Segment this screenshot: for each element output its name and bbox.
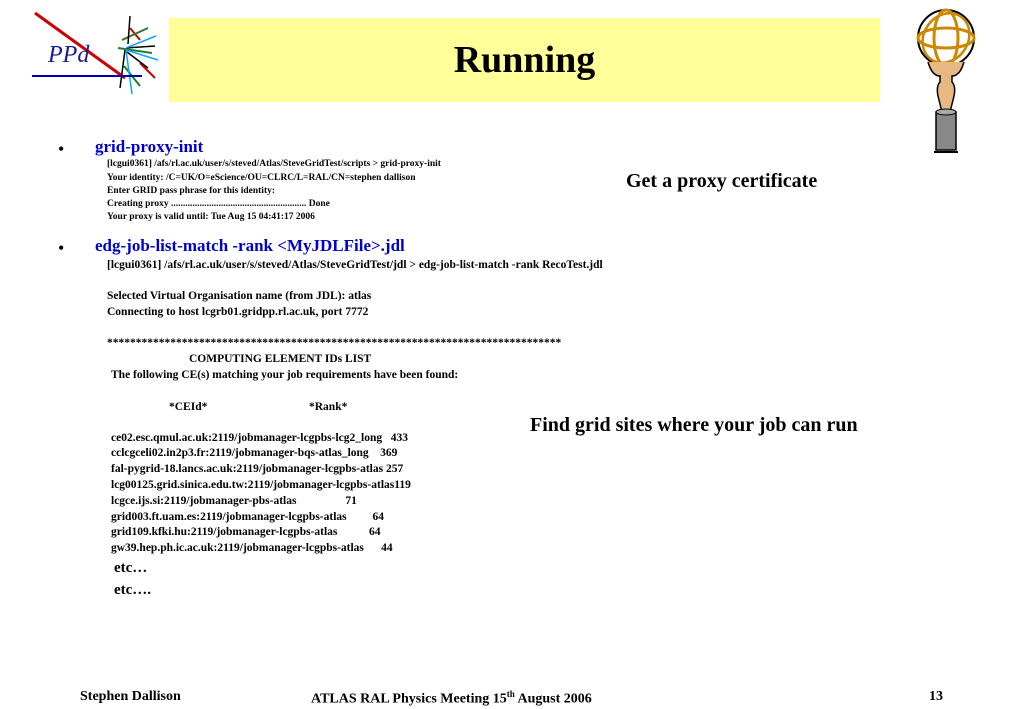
bullet-2-command: edg-job-list-match -rank <MyJDLFile>.jdl bbox=[95, 236, 405, 255]
jdl-output-matching: The following CE(s) matching your job requirements have been found: bbox=[111, 369, 459, 381]
ppd-logo bbox=[30, 8, 160, 98]
proxy-output-4: Creating proxy ......................................................... Done bbox=[107, 199, 330, 209]
ce-row: cclcgceli02.in2p3.fr:2119/jobmanager-bqs-atlas_long 369 bbox=[111, 447, 398, 459]
atlas-logo bbox=[906, 4, 986, 156]
atlas-figure-icon bbox=[906, 4, 986, 156]
ce-row: fal-pygrid-18.lancs.ac.uk:2119/jobmanager-lcgpbs-atlas 257 bbox=[111, 463, 404, 475]
footer-meeting-text: ATLAS RAL Physics Meeting 15 bbox=[311, 691, 507, 707]
jdl-output-vo: Selected Virtual Organisation name (from JDL): atlas bbox=[107, 290, 372, 302]
ce-row: lcgce.ijs.si:2119/jobmanager-pbs-atlas 71 bbox=[111, 495, 357, 507]
callout-proxy: Get a proxy certificate bbox=[626, 170, 818, 192]
slide-title: Running bbox=[453, 39, 596, 81]
jdl-output-ceid-header: *CEId* bbox=[169, 401, 208, 413]
jdl-output-connecting: Connecting to host lcgrb01.gridpp.rl.ac.uk, port 7772 bbox=[107, 306, 369, 318]
ppd-logo-text: PPd bbox=[48, 42, 90, 68]
bullet-1-command: grid-proxy-init bbox=[95, 137, 204, 156]
bullet-2-marker: • bbox=[58, 238, 65, 258]
jdl-output-ce-list-heading: COMPUTING ELEMENT IDs LIST bbox=[189, 353, 372, 365]
proxy-output-1: [lcgui0361] /afs/rl.ac.uk/user/s/steved/Atlas/SteveGridTest/scripts > grid-proxy-init bbox=[107, 159, 441, 169]
callout-sites: Find grid sites where your job can run bbox=[530, 414, 858, 436]
footer-meeting bbox=[311, 689, 592, 708]
jdl-output-separator: ******************************************************************************* bbox=[107, 337, 562, 349]
etc-line-1: etc… bbox=[114, 560, 148, 576]
proxy-output-2: Your identity: /C=UK/O=eScience/OU=CLRC/L=RAL/CN=stephen dallison bbox=[107, 173, 416, 183]
etc-line-2: etc…. bbox=[114, 582, 152, 598]
title-box bbox=[169, 18, 880, 102]
ce-row: grid003.ft.uam.es:2119/jobmanager-lcgpbs-atlas 64 bbox=[111, 511, 385, 523]
proxy-output-3: Enter GRID pass phrase for this identity: bbox=[107, 186, 276, 196]
footer-meeting-sup: th bbox=[506, 689, 515, 699]
proxy-output-5: Your proxy is valid until: Tue Aug 15 04:41:17 2006 bbox=[107, 212, 315, 222]
footer-page-number: 13 bbox=[929, 689, 943, 704]
ce-row: gw39.hep.ph.ic.ac.uk:2119/jobmanager-lcgpbs-atlas 44 bbox=[111, 542, 393, 554]
jdl-output-prompt: [lcgui0361] /afs/rl.ac.uk/user/s/steved/Atlas/SteveGridTest/jdl > edg-job-list-match -rank RecoTest.jdl bbox=[107, 259, 603, 271]
footer-meeting-tail: August 2006 bbox=[514, 691, 592, 707]
ce-row: lcg00125.grid.sinica.edu.tw:2119/jobmanager-lcgpbs-atlas119 bbox=[111, 479, 411, 491]
ce-row: grid109.kfki.hu:2119/jobmanager-lcgpbs-atlas 64 bbox=[111, 526, 381, 538]
jdl-output-rank-header: *Rank* bbox=[309, 401, 348, 413]
footer-author: Stephen Dallison bbox=[80, 689, 181, 704]
bullet-1-marker: • bbox=[58, 139, 65, 159]
ce-row: ce02.esc.qmul.ac.uk:2119/jobmanager-lcgpbs-lcg2_long 433 bbox=[111, 432, 408, 444]
